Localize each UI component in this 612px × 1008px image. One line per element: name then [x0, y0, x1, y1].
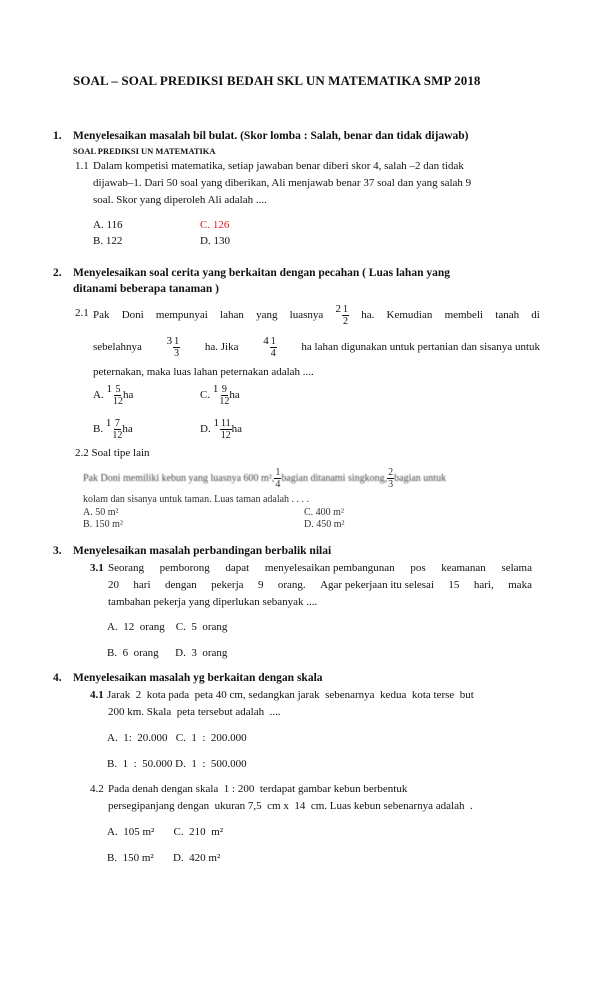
- word: Kemudian: [386, 309, 433, 321]
- word: sebelahnya: [93, 341, 142, 353]
- mixed-fraction: 2 1 2: [335, 303, 348, 327]
- q1-option-c: C. 126: [200, 219, 230, 231]
- q4-item1-options-b-d: B. 1 : 50.000 D. 1 : 500.000: [107, 758, 247, 770]
- scanned-option-d: D. 450 m²: [304, 519, 345, 530]
- q1-line-3: soal. Skor yang diperoleh Ali adalah ....: [93, 194, 267, 206]
- q4-item1-line-2: 200 km. Skala peta tersebut adalah ....: [108, 706, 281, 718]
- q1-line-1: Dalam kompetisi matematika, setiap jawaban benar diberi skor 4, salah –2 dan tidak: [93, 160, 464, 172]
- q3-options-a-c: A. 12 orang C. 5 orang: [107, 621, 228, 633]
- word: luasnya: [289, 309, 324, 321]
- q1-option-b: B. 122: [93, 235, 123, 247]
- q2-heading-line-1: Menyelesaikan soal cerita yang berkaitan dengan pecahan ( Luas lahan yang: [73, 267, 450, 279]
- q2-item1-label: 2.1: [75, 307, 89, 319]
- q3-item-line-3: tambahan pekerja yang diperlukan sebanyak ....: [108, 596, 318, 608]
- q3-item-line-1: Seorang pemborong dapat menyelesaikan pembangunan pos keamanan selama: [108, 562, 532, 574]
- q2-heading-line-2: ditanami beberapa tanaman ): [73, 283, 219, 295]
- q1-number: 1.: [53, 130, 62, 142]
- page-title: SOAL – SOAL PREDIKSI BEDAH SKL UN MATEMATIKA SMP 2018: [73, 73, 481, 88]
- mixed-fraction: 4 1 4: [263, 335, 276, 359]
- q1-line-2: dijawab–1. Dari 50 soal yang diberikan, Ali menjawab benar 37 soal dan yang salah 9: [93, 177, 472, 189]
- q4-item2-line-2: persegipanjang dengan ukuran 7,5 cm x 14 cm. Luas kebun sebenarnya adalah .: [108, 800, 473, 812]
- mixed-fraction: 3 1 3: [166, 335, 180, 359]
- scanned-question-line-2: kolam dan sisanya untuk taman. Luas taman adalah . . . .: [83, 494, 310, 505]
- q4-item2-line-1: Pada denah dengan skala 1 : 200 terdapat gambar kebun berbentuk: [108, 783, 408, 795]
- word: Doni: [121, 309, 144, 321]
- word: Pak: [93, 309, 110, 321]
- word: mempunyai: [155, 309, 208, 321]
- q4-item2-options-a-c: A. 105 m² C. 210 m²: [107, 826, 223, 838]
- q2-item1-option-d: D. 1 11 12 ha: [200, 417, 242, 441]
- q1-option-a: A. 116: [93, 219, 123, 231]
- q2-item1-option-b: B. 1 7 12 ha: [93, 417, 133, 441]
- q4-item2-label: 4.2: [90, 783, 104, 795]
- word: ha.: [361, 309, 375, 321]
- scanned-option-a: A. 50 m²: [83, 507, 119, 518]
- q2-item1-option-a: A. 1 5 12 ha: [93, 383, 134, 407]
- q1-subheading: SOAL PREDIKSI UN MATEMATIKA: [73, 146, 216, 156]
- q4-item1-label: 4.1: [90, 689, 104, 701]
- word: yang: [256, 309, 278, 321]
- word: di: [531, 309, 540, 321]
- word: membeli: [444, 309, 484, 321]
- q4-item1-line-1: Jarak 2 kota pada peta 40 cm, sedangkan jarak sebenarnya kedua kota terse but: [107, 689, 474, 701]
- q2-item1-line-2: [93, 332, 540, 362]
- q2-item1-line-3: peternakan, maka luas lahan peternakan adalah ....: [93, 366, 314, 378]
- q2-item2-label: 2.2 Soal tipe lain: [75, 447, 150, 459]
- scanned-option-b: B. 150 m²: [83, 519, 123, 530]
- q2-item1-line-1: [93, 300, 540, 330]
- q1-heading: Menyelesaikan masalah bil bulat. (Skor lomba : Salah, benar dan tidak dijawab): [73, 130, 469, 142]
- word: tanah: [495, 309, 520, 321]
- scanned-question-line-1: Pak Doni memiliki kebun yang luasnya 600 m², 1 4 bagian ditanami singkong, 2 3 bagian untuk: [83, 466, 447, 490]
- q2-item1-option-c: C. 1 9 12 ha: [200, 383, 240, 407]
- q3-options-b-d: B. 6 orang D. 3 orang: [107, 647, 228, 659]
- q3-item-line-2: 20 hari dengan pekerja 9 orang. Agar pekerjaan itu selesai 15 hari, maka: [108, 579, 532, 591]
- word: ha lahan digunakan untuk pertanian dan sisanya untuk: [301, 341, 540, 353]
- q4-item2-options-b-d: B. 150 m² D. 420 m²: [107, 852, 221, 864]
- q3-item-label: 3.1: [90, 562, 104, 574]
- word: lahan: [220, 309, 244, 321]
- word: ha. Jika: [204, 341, 239, 353]
- q1-item-label: 1.1: [75, 160, 89, 172]
- q4-heading: Menyelesaikan masalah yg berkaitan dengan skala: [73, 672, 323, 684]
- q3-heading: Menyelesaikan masalah perbandingan berbalik nilai: [73, 545, 332, 557]
- q4-item1-options-a-c: A. 1: 20.000 C. 1 : 200.000: [107, 732, 247, 744]
- q2-number: 2.: [53, 267, 62, 279]
- scanned-option-c: C. 400 m²: [304, 507, 344, 518]
- q4-number: 4.: [53, 672, 62, 684]
- q1-option-d: D. 130: [200, 235, 230, 247]
- q3-number: 3.: [53, 545, 62, 557]
